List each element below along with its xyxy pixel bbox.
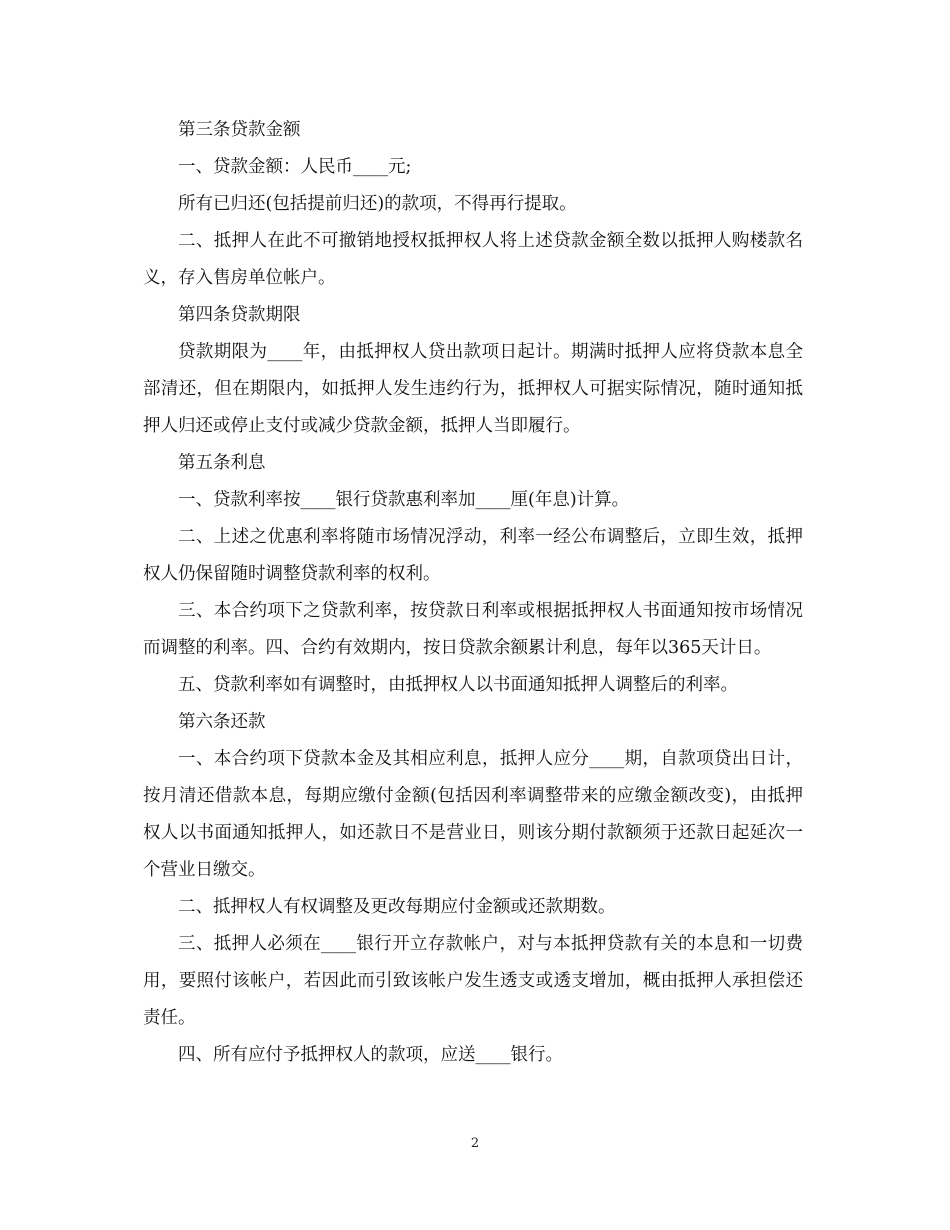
section-heading-article-6: 第六条还款	[178, 712, 266, 732]
section-heading-article-3: 第三条贷款金额	[178, 120, 301, 140]
paragraph: 一、贷款利率按____银行贷款惠利率加____厘(年息)计算。	[178, 490, 630, 510]
paragraph: 一、本合约项下贷款本金及其相应利息，抵押人应分____期，自款项贷出日计，按月清还借款本息，每期应缴付金额(包括因利率调整带来的应缴金额改变)，由抵押权人以书面通知抵押人，如还款日不是营业日，则该分期付款额须于还款日起延次一个营业日缴交。	[143, 749, 803, 880]
paragraph: 一、贷款金额：人民币____元;	[178, 157, 412, 177]
paragraph: 二、抵押人在此不可撤销地授权抵押权人将上述贷款金额全数以抵押人购楼款名义，存入售房单位帐户。	[143, 231, 803, 288]
section-heading-article-5: 第五条利息	[178, 453, 266, 473]
document-body	[143, 112, 803, 1074]
paragraph: 二、抵押权人有权调整及更改每期应付金额或还款期数。	[178, 897, 616, 917]
paragraph: 四、所有应付予抵押权人的款项，应送____银行。	[178, 1045, 563, 1065]
section-heading-article-4: 第四条贷款期限	[178, 305, 301, 325]
paragraph: 三、抵押人必须在____银行开立存款帐户，对与本抵押贷款有关的本息和一切费用，要照付该帐户，若因此而引致该帐户发生透支或透支增加，概由抵押人承担偿还责任。	[143, 934, 803, 1028]
paragraph: 三、本合约项下之贷款利率，按贷款日利率或根据抵押权人书面通知按市场情况而调整的利率。四、合约有效期内，按日贷款余额累计利息，每年以365天计日。	[143, 601, 803, 658]
paragraph: 所有已归还(包括提前归还)的款项，不得再行提取。	[178, 194, 577, 214]
paragraph: 贷款期限为____年，由抵押权人贷出款项日起计。期满时抵押人应将贷款本息全部清还，但在期限内，如抵押人发生违约行为，抵押权人可据实际情况，随时通知抵押人归还或停止支付或减少贷款金额，抵押人当即履行。	[143, 342, 803, 436]
paragraph: 二、上述之优惠利率将随市场情况浮动，利率一经公布调整后，立即生效，抵押权人仍保留随时调整贷款利率的权利。	[143, 527, 803, 584]
page-number: 2	[470, 1136, 480, 1151]
paragraph: 五、贷款利率如有调整时，由抵押权人以书面通知抵押人调整后的利率。	[178, 675, 738, 695]
